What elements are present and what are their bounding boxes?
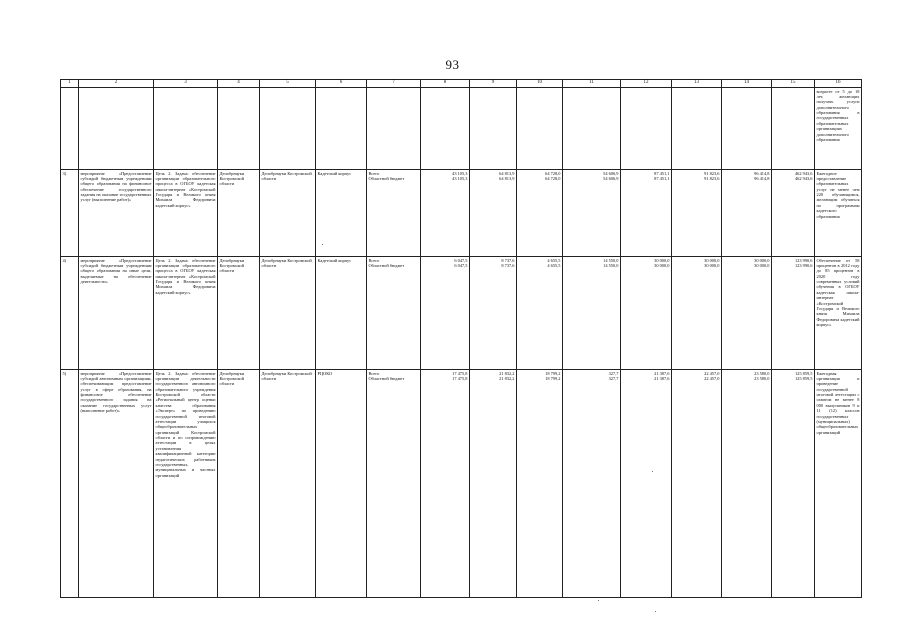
result-cell: Ежегодное предоставление образовательных услуг не менее чем 220 обучающимся, желающим обучаться по программам кадетского образования	[815, 170, 862, 257]
executor-cell: Депобрнауки Костромской области	[218, 170, 260, 257]
activity-cell: мероприятие «Предоставление субсидий автономным организациям, обеспечивающим предоставление услуг в сфере образования, на финансовое обеспечение государственного задания на оказание государственных услуг (выполнение работ)»	[79, 370, 154, 598]
value-cell: 30 000,0 30 000,0	[722, 257, 772, 370]
value-cell: 54 606,9 54 606,9	[563, 170, 621, 257]
source-total: Всего	[368, 170, 380, 176]
executor-cell: Депобрнауки Костромской области	[218, 370, 260, 598]
coexecutor-cell: Депобрнауки Костромской области	[260, 370, 316, 598]
scan-speck	[652, 471, 653, 472]
table-row	[61, 257, 862, 370]
source-cell	[367, 257, 421, 370]
col-num: 13	[672, 80, 722, 88]
value-cell: 64 728,0 64 728,0	[517, 170, 563, 257]
total-cell: 123 990,6 123 990,6	[772, 257, 815, 370]
continuation-row	[61, 88, 862, 170]
value-cell: 21 832,2 21 832,2	[470, 370, 517, 598]
col-num: 6	[316, 80, 367, 88]
value-cell: 8 737,6 8 737,6	[470, 257, 517, 370]
value-cell: 22 457,0 22 457,0	[672, 370, 722, 598]
col-num: 16	[815, 80, 862, 88]
participant-cell: Кадетский корпус	[316, 257, 367, 370]
col-num: 4	[218, 80, 260, 88]
value-cell: 14 550,0 14 550,0	[563, 257, 621, 370]
scan-speck	[322, 244, 323, 245]
value-cell: 87 451,1 87 451,1	[621, 170, 672, 257]
goal-cell: Цель 2. Задача: обеспечение организации деятельности государственного автономного образовательного учреждения Костромской области «Региональный центр оценки качества образования «Эксперт» по проведению государственной итоговой аттестации учащихся общеобразовательных организаций Костромской области и по сопровождению аттестации в целях установления квалификационной категории педагогических работников государственных, муниципальных и частных организаций	[154, 370, 218, 598]
participant-cell: Кадетский корпус	[316, 170, 367, 257]
col-num: 14	[722, 80, 772, 88]
scan-speck	[598, 600, 599, 601]
row-number: 5)	[61, 370, 79, 598]
source-cell	[367, 370, 421, 598]
source-total: Всего	[368, 370, 380, 376]
col-num: 15	[772, 80, 815, 88]
source-budget: Областной бюджет	[368, 175, 405, 181]
value-cell: 30 000,0 30 000,0	[672, 257, 722, 370]
program-table	[60, 79, 862, 598]
col-num: 10	[517, 80, 563, 88]
value-cell: 30 000,0 30 000,0	[621, 257, 672, 370]
source-cell	[367, 170, 421, 257]
col-num: 9	[470, 80, 517, 88]
col-num: 12	[621, 80, 672, 88]
continuation-result: возрасте от 5 до 18 лет, желающих получать услуги дополнительного образования в государственных образовательных организациях дополнительного образования	[815, 88, 862, 170]
value-cell: 91 823,6 91 823,6	[672, 170, 722, 257]
value-cell: 4 655,5 4 655,5	[517, 257, 563, 370]
coexecutor-cell: Депобрнауки Костромской области	[260, 257, 316, 370]
col-num: 7	[367, 80, 421, 88]
scan-speck	[655, 611, 656, 612]
executor-cell: Депобрнауки Костромской области	[218, 257, 260, 370]
source-total: Всего	[368, 257, 380, 263]
value-cell: 96 414,8 96 414,8	[722, 170, 772, 257]
total-cell: 125 859,5 125 859,5	[772, 370, 815, 598]
goal-cell: Цель 2. Задача: обеспечение организации образовательного процесса в ОГБОУ кадетская школа-интернат «Костромской Государя и Великого князя Михаила Федоровича кадетский корпус»	[154, 170, 218, 257]
activity-cell: мероприятие «Предоставление субсидий бюджетным учреждениям общего образования на иные цели, выделяемые на обеспечение деятельности»	[79, 257, 154, 370]
table-row	[61, 370, 862, 598]
value-cell: 64 813,9 64 813,9	[470, 170, 517, 257]
value-cell: 17 475,8 17 475,8	[421, 370, 470, 598]
total-cell: 462 943,6 462 943,6	[772, 170, 815, 257]
activity-cell: мероприятие «Предоставление субсидий бюджетным учреждениям общего образования на финансовое обеспечение государственного задания на оказание государственных услуг (выполнение работ)»	[79, 170, 154, 257]
row-number: 4)	[61, 257, 79, 370]
source-budget: Областной бюджет	[368, 262, 405, 268]
row-number: 3)	[61, 170, 79, 257]
source-budget: Областной бюджет	[368, 375, 405, 381]
goal-cell: Цель 2. Задача: обеспечение организации образовательного процесса в ОГБОУ кадетская школа-интернат «Костромской Государя и Великого князя Михаила Федоровича кадетский корпус»	[154, 257, 218, 370]
value-cell: 23 580,0 23 580,0	[722, 370, 772, 598]
column-numbers-row	[61, 80, 862, 88]
coexecutor-cell: Депобрнауки Костромской области	[260, 170, 316, 257]
value-cell: 18 799,2 18 799,2	[517, 370, 563, 598]
table-row	[61, 170, 862, 257]
result-cell: Обеспечение от 58 процентов в 2012 году до 85 процентов в 2020 году современных условий обучения в ОГБОУ кадетская школа-интернат «Костромской Государя и Великого князя Михаила Федоровича кадетский корпус»	[815, 257, 862, 370]
value-cell: 6 047,5 6 047,5	[421, 257, 470, 370]
result-cell: Ежегодная организация и проведение государственной итоговой аттестации с охватом не менее 8 000 выпускников 9 и 11 (12) классов государственных (муниципальных) общеобразовательных организаций	[815, 370, 862, 598]
participant-cell: РЦОКО	[316, 370, 367, 598]
col-num: 11	[563, 80, 621, 88]
value-cell: 21 387,6 21 387,6	[621, 370, 672, 598]
col-num: 1	[61, 80, 79, 88]
value-cell: 43 105,3 43 105,3	[421, 170, 470, 257]
col-num: 3	[154, 80, 218, 88]
col-num: 2	[79, 80, 154, 88]
col-num: 5	[260, 80, 316, 88]
value-cell: 327,7 327,7	[563, 370, 621, 598]
page-number: 93	[445, 57, 460, 72]
col-num: 8	[421, 80, 470, 88]
